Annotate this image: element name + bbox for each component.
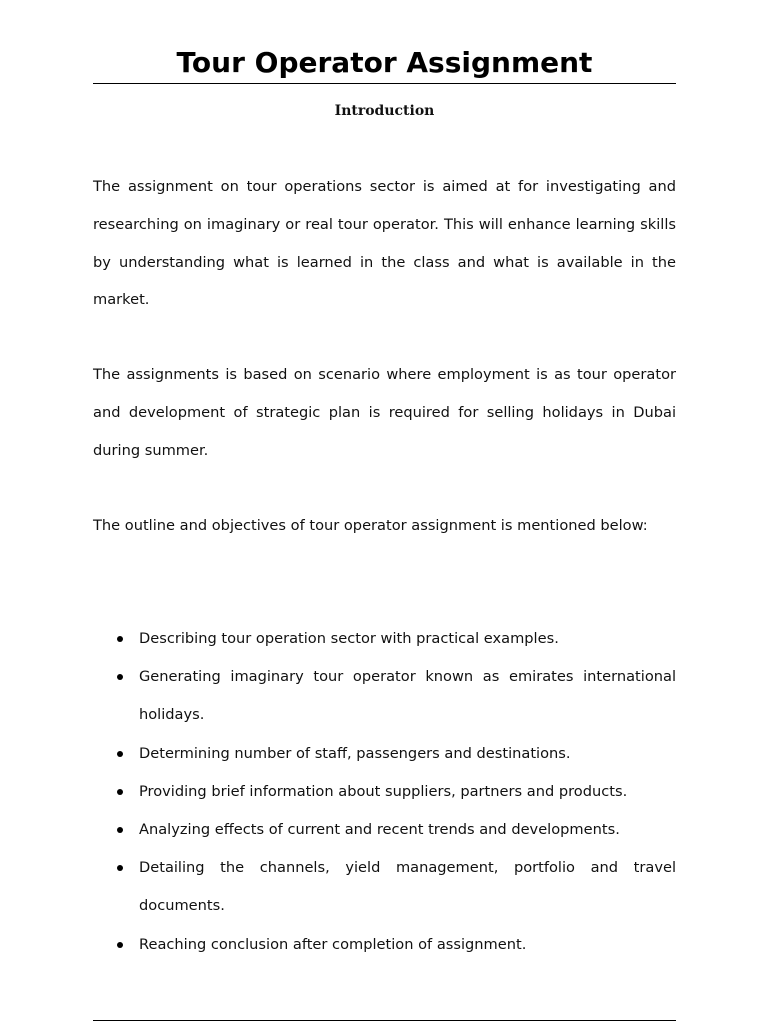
bullet-icon xyxy=(117,789,123,795)
list-item-text: Analyzing effects of current and recent trends and developments. xyxy=(139,821,620,839)
bullet-icon xyxy=(117,942,123,948)
list-item-text: Detailing the channels, yield management, portfolio and travel documents. xyxy=(139,859,676,915)
list-item xyxy=(93,658,676,734)
section-heading-introduction: Introduction xyxy=(334,103,435,119)
list-item xyxy=(93,849,676,925)
list-item-text: Describing tour operation sector with practical examples. xyxy=(139,630,559,647)
bullet-icon xyxy=(117,674,123,680)
bullet-icon xyxy=(117,636,123,642)
bullet-icon xyxy=(117,865,123,871)
paragraph: The assignment on tour operations sector is aimed at for investigating and researching on imaginary or real tour operator. This will enhance learning skills by understanding what is learned in the class and what is available in the market. xyxy=(93,178,676,309)
paragraph: The outline and objectives of tour operator assignment is mentioned below: xyxy=(93,517,648,534)
list-item-text: Providing brief information about suppliers, partners and products. xyxy=(139,782,628,800)
list-item xyxy=(93,620,676,658)
bullet-icon xyxy=(117,751,123,757)
objectives-list xyxy=(93,620,676,964)
list-item-text: Determining number of staff, passengers and destinations. xyxy=(139,744,571,762)
list-item xyxy=(93,735,676,773)
list-item xyxy=(93,773,676,811)
title-divider xyxy=(93,83,676,84)
footer-divider xyxy=(93,1020,676,1021)
bullet-icon xyxy=(117,827,123,833)
list-item xyxy=(93,926,676,964)
list-item-text: Reaching conclusion after completion of assignment. xyxy=(139,935,527,953)
list-item-text: Generating imaginary tour operator known as emirates international holidays. xyxy=(139,668,676,724)
paragraph: The assignments is based on scenario where employment is as tour operator and development of strategic plan is required for selling holidays in Dubai during summer. xyxy=(93,366,676,459)
list-item xyxy=(93,811,676,849)
document-title: Tour Operator Assignment xyxy=(176,46,593,79)
